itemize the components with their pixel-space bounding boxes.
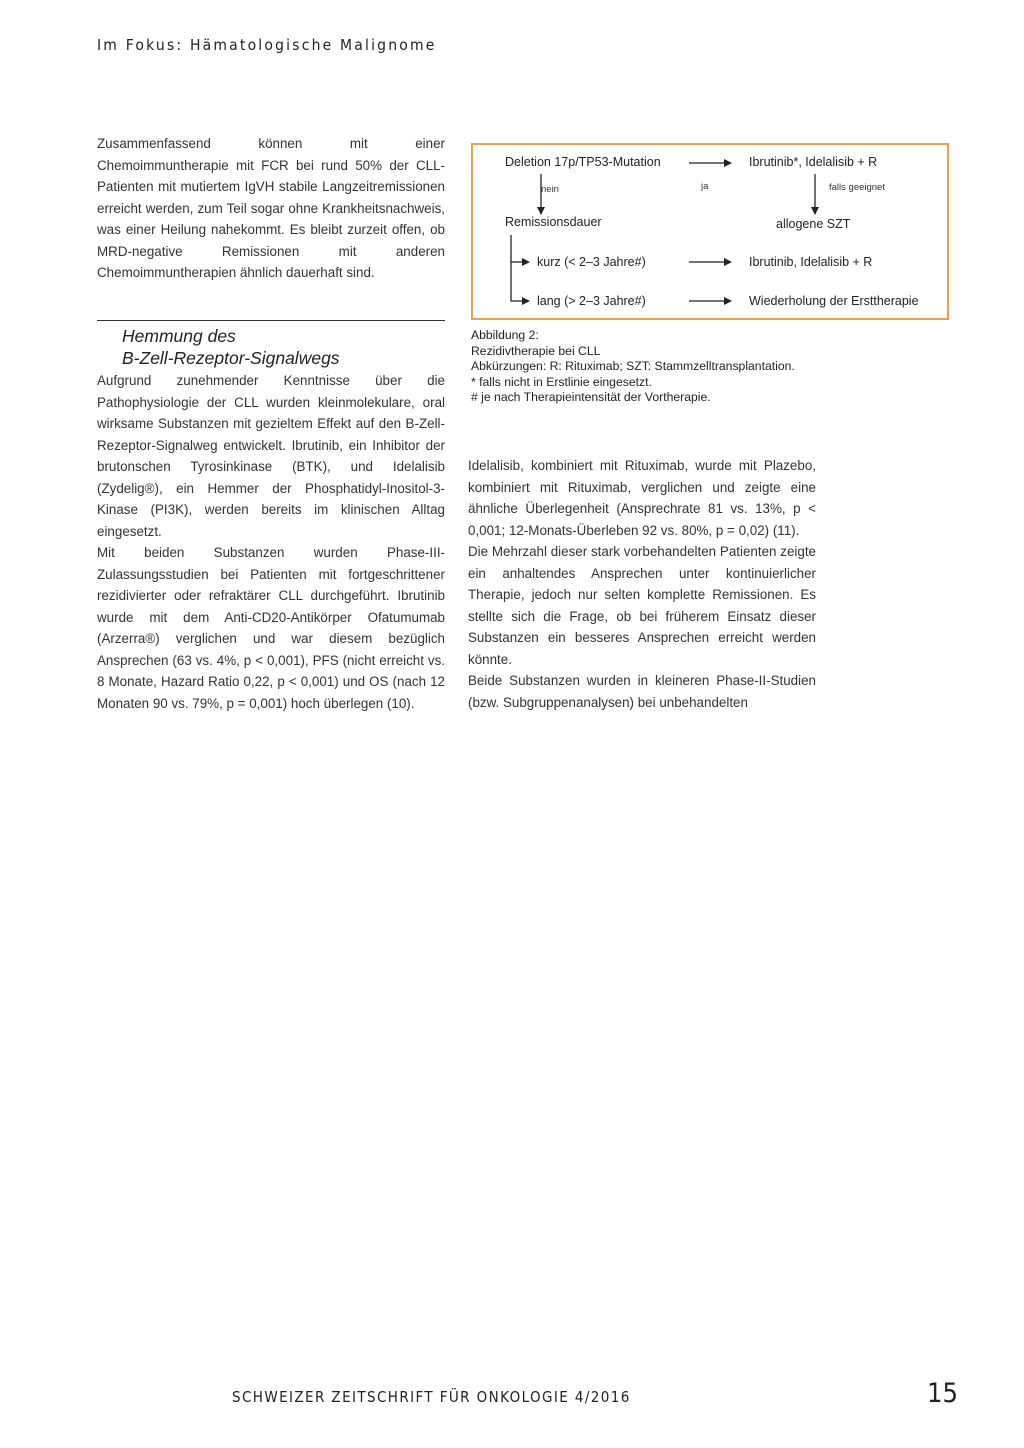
intro-column <box>97 133 445 284</box>
caption-line: Abkürzungen: R: Rituximab; SZT: Stammzelltransplantation. <box>471 359 795 373</box>
paragraph: Die Mehrzahl dieser stark vorbehandelten Patienten zeigte ein anhaltendes Ansprechen unter kontinuierlicher Therapie, jedoch nur selten komplette Remissionen. Es stellte sich die Frage, ob bei früherem Einsatz dieser Substanzen ein besseres Ansprechen erreicht werden könnte. <box>468 544 816 667</box>
caption-line: Rezidivtherapie bei CLL <box>471 343 601 358</box>
caption-line: Abbildung 2: <box>471 328 539 342</box>
label-falls-geeignet: falls geeignet <box>829 182 885 193</box>
caption-line: # je nach Therapieintensität der Vortherapie. <box>471 390 711 404</box>
subheading-line: Hemmung des <box>122 326 236 346</box>
node-therapy-top: Ibrutinib*, Idelalisib + R <box>749 155 878 169</box>
caption-line: * falls nicht in Erstlinie eingesetzt. <box>471 374 652 389</box>
label-nein: nein <box>541 184 559 195</box>
node-therapy-mid: Ibrutinib, Idelalisib + R <box>749 255 873 269</box>
node-therapy-bottom: Wiederholung der Ersttherapie <box>749 294 919 308</box>
paragraph: Idelalisib, kombiniert mit Rituximab, wurde mit Plazebo, kombiniert mit Rituximab, verglichen und zeigte eine ähnliche Überlegenheit (Ansprechrate 81 vs. 13%, p < 0,001; 12-Monats-Überleben 92 vs. 80%, p = 0,02) (11). <box>468 458 816 538</box>
label-ja: ja <box>701 181 709 192</box>
node-kurz: kurz (< 2–3 Jahre#) <box>537 255 646 269</box>
section-subheading <box>122 325 452 369</box>
subheading-line: B-Zell-Rezeptor-Signalwegs <box>122 348 340 368</box>
figure-caption <box>471 328 951 406</box>
paragraph: Mit beiden Substanzen wurden Phase-III-Zulassungsstudien bei Patienten mit fortgeschrittener rezidivierter oder refraktärer CLL durchgeführt. Ibrutinib wurde mit dem Anti-CD20-Antikörper Ofatumumab (Arzerra®) verglichen und war diesem bezüglich Ansprechen (63 vs. 4%, p < 0,001), PFS (nicht erreicht vs. 8 Monate, Hazard Ratio 0,22, p < 0,001) und OS (nach 12 Monaten 90 vs. 79%, p = 0,001) hoch überlegen (10). <box>97 545 445 711</box>
flowchart-arrows <box>473 145 947 318</box>
section-header: Im Fokus: Hämatologische Malignome <box>97 36 437 54</box>
node-szt: allogene SZT <box>776 217 851 231</box>
paragraph: Aufgrund zunehmender Kenntnisse über die Pathophysiologie der CLL wurden kleinmolekulare, oral wirksame Substanzen mit gezieltem Effekt auf den B-Zell-Rezeptor-Signalweg entwickelt. Ibrutinib, ein Inhibitor der brutonschen Tyrosinkinase (BTK), und Idelalisib (Zydelig®), ein Hemmer der Phosphatidyl-Inositol-3-Kinase (PI3K), werden bereits im klinischen Alltag eingesetzt. <box>97 373 445 539</box>
page-number: 15 <box>927 1378 958 1409</box>
therapy-flowchart <box>471 143 949 320</box>
left-column <box>97 370 445 714</box>
node-remissionsdauer: Remissionsdauer <box>505 215 602 229</box>
paragraph: Zusammenfassend können mit einer Chemoimmuntherapie mit FCR bei rund 50% der CLL-Patienten mit mutiertem IgVH stabile Langzeitremissionen erreicht werden, zum Teil sogar ohne Krankheitsnachweis, was einer Heilung nahekommt. Es bleibt zurzeit offen, ob MRD-negative Remissionen mit anderen Chemoimmuntherapien ähnlich dauerhaft sind. <box>97 136 445 280</box>
arrow-kurz <box>511 235 529 262</box>
paragraph: Beide Substanzen wurden in kleineren Phase-II-Studien (bzw. Subgruppenanalysen) bei unbehandelten <box>468 673 816 710</box>
arrow-lang <box>511 262 529 301</box>
section-rule <box>97 320 445 321</box>
node-deletion: Deletion 17p/TP53-Mutation <box>505 155 661 169</box>
right-column <box>468 455 816 713</box>
journal-footer: SCHWEIZER ZEITSCHRIFT FÜR ONKOLOGIE 4/2016 <box>232 1388 631 1406</box>
node-lang: lang (> 2–3 Jahre#) <box>537 294 646 308</box>
